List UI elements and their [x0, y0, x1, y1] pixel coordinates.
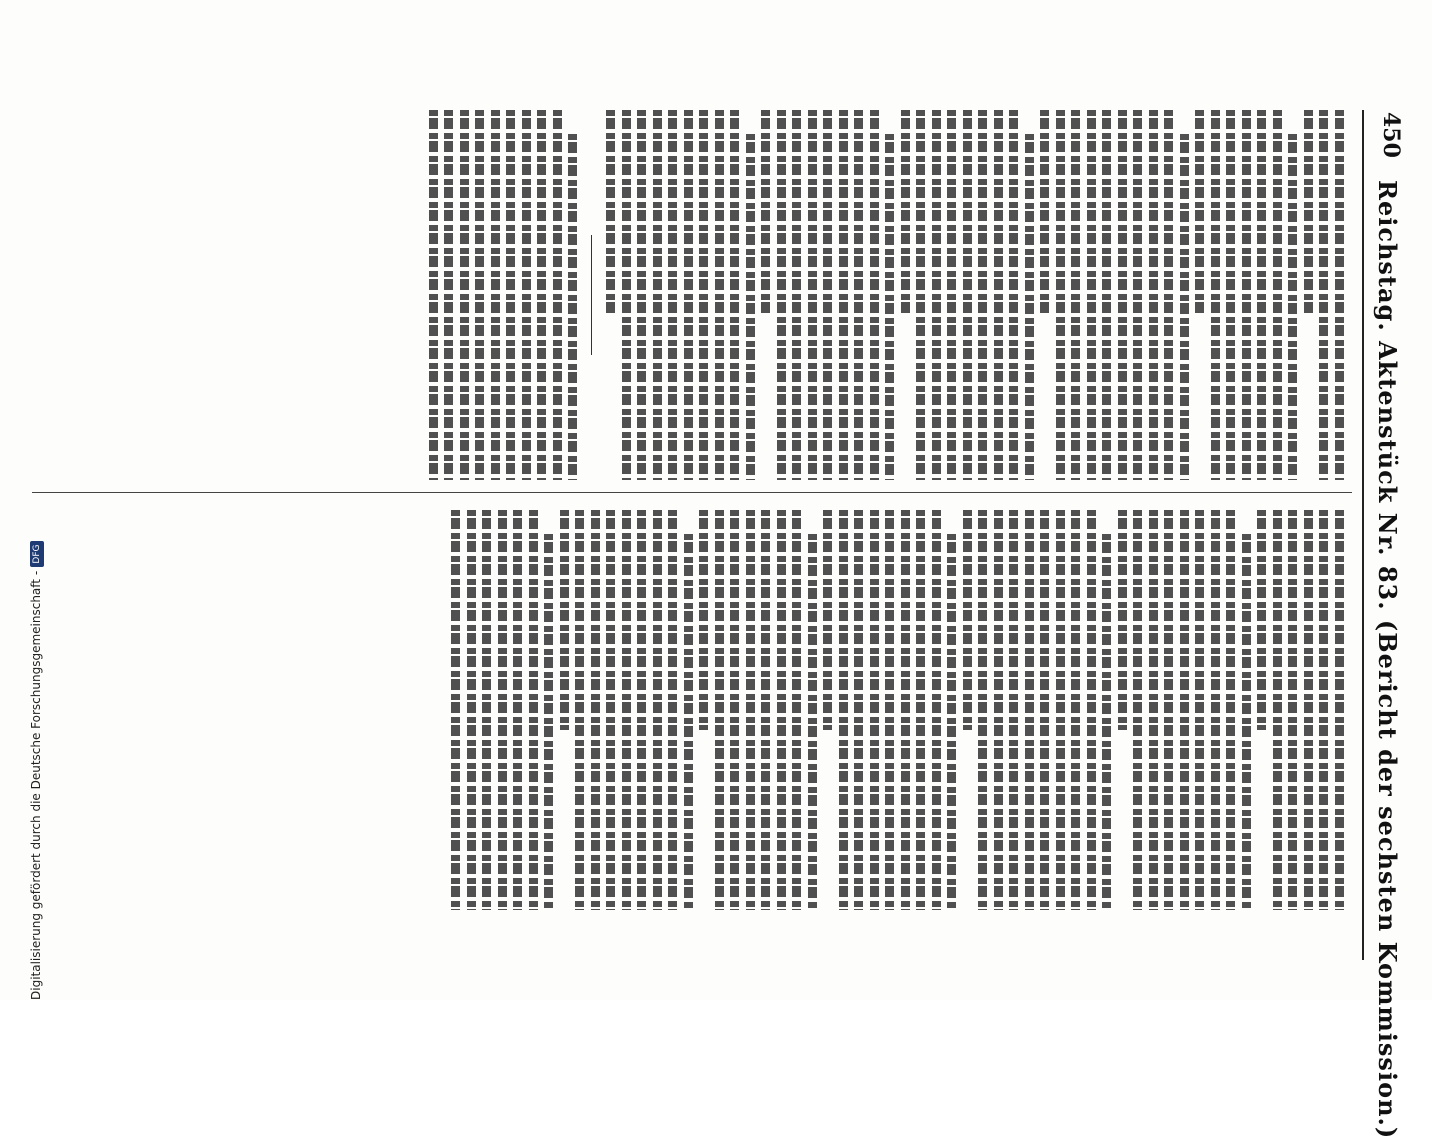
text-line [1258, 510, 1267, 730]
text-line [460, 110, 469, 480]
text-line [901, 110, 910, 314]
text-line [553, 110, 562, 480]
text-line [1227, 110, 1236, 480]
text-line [870, 510, 879, 910]
text-line [538, 110, 547, 480]
left-column-text [429, 110, 1344, 480]
running-head: Reichstag. Aktenstück Nr. 83. (Bericht der sechsten Kommission.) [1373, 180, 1402, 1139]
text-line [1273, 110, 1282, 480]
text-line [1025, 134, 1034, 480]
text-line [1335, 510, 1344, 910]
text-line [700, 510, 709, 730]
text-line [855, 110, 864, 480]
text-line [793, 510, 802, 910]
text-line [1149, 510, 1158, 910]
text-line [1056, 110, 1065, 480]
column-separator [32, 492, 1352, 493]
text-line [1320, 110, 1329, 480]
text-line [808, 534, 817, 910]
text-line [824, 510, 833, 730]
dfg-logo-icon: DFG [30, 541, 44, 567]
text-line [715, 110, 724, 480]
text-line [576, 510, 585, 910]
text-line [622, 110, 631, 480]
text-line [917, 110, 926, 480]
text-line [1165, 510, 1174, 910]
text-line [1304, 110, 1313, 314]
text-line [1134, 510, 1143, 910]
text-line [684, 110, 693, 480]
text-line [948, 110, 957, 480]
text-line [1103, 534, 1112, 910]
text-line [514, 510, 523, 910]
text-line [591, 510, 600, 910]
text-line [1041, 110, 1050, 314]
text-line [1118, 110, 1127, 480]
credit-text: Digitalisierung gefördert durch die Deutsche Forschungsgemeinschaft - [29, 570, 43, 1000]
text-line [808, 110, 817, 480]
text-line [1010, 510, 1019, 910]
text-line [793, 110, 802, 480]
text-line [669, 110, 678, 480]
text-line [1335, 110, 1344, 480]
text-line [777, 510, 786, 910]
text-line [1149, 110, 1158, 480]
right-column-text [452, 510, 1345, 910]
text-line [731, 110, 740, 480]
text-line [746, 134, 755, 480]
text-line [1242, 110, 1251, 480]
left-column [30, 110, 1350, 480]
text-line [979, 510, 988, 910]
digitization-credit [22, 0, 50, 1000]
text-line [1211, 510, 1220, 910]
text-line [498, 510, 507, 910]
text-line [1273, 510, 1282, 910]
right-column [30, 510, 1350, 910]
text-line [529, 510, 538, 910]
text-line [917, 510, 926, 910]
text-line [467, 510, 476, 910]
text-line [824, 110, 833, 480]
text-line [507, 110, 516, 480]
text-line [653, 510, 662, 910]
section-rule [592, 235, 593, 355]
text-line [1304, 510, 1313, 910]
text-line [1134, 110, 1143, 480]
text-line [1010, 110, 1019, 480]
text-line [569, 134, 578, 480]
text-line [1242, 534, 1251, 910]
text-line [886, 134, 895, 480]
text-line [1041, 510, 1050, 910]
text-line [994, 110, 1003, 480]
text-line [762, 110, 771, 314]
text-line [669, 510, 678, 910]
text-line [886, 510, 895, 910]
text-line [932, 110, 941, 480]
text-line [932, 510, 941, 910]
text-line [839, 110, 848, 480]
text-line [746, 510, 755, 910]
text-line [638, 110, 647, 480]
text-line [429, 110, 438, 480]
text-line [491, 110, 500, 480]
text-line [560, 510, 569, 730]
text-line [700, 110, 709, 480]
text-line [1289, 134, 1298, 480]
text-line [545, 534, 554, 910]
text-line [607, 510, 616, 910]
text-line [1196, 110, 1205, 314]
text-line [762, 510, 771, 910]
page-number: 450 [1378, 112, 1404, 158]
text-line [1320, 510, 1329, 910]
text-line [622, 510, 631, 910]
text-line [963, 110, 972, 480]
text-line [1025, 510, 1034, 910]
text-line [777, 110, 786, 480]
text-line [1180, 510, 1189, 910]
text-line [1087, 110, 1096, 480]
text-line [1258, 110, 1267, 480]
text-line [445, 110, 454, 480]
text-line [1103, 110, 1112, 480]
text-line [1289, 510, 1298, 910]
text-line [901, 510, 910, 910]
text-line [452, 510, 461, 910]
text-line [731, 510, 740, 910]
text-line [979, 110, 988, 480]
text-line [1180, 134, 1189, 480]
text-line [870, 110, 879, 480]
text-line [948, 534, 957, 910]
text-line [607, 110, 616, 314]
text-line [1056, 510, 1065, 910]
text-line [1211, 110, 1220, 480]
text-line [476, 110, 485, 480]
header-rule [1362, 110, 1364, 960]
text-line [522, 110, 531, 480]
text-line [638, 510, 647, 910]
text-line [1087, 510, 1096, 910]
text-line [1072, 510, 1081, 910]
text-line [855, 510, 864, 910]
text-line [1118, 510, 1127, 730]
text-line [1196, 510, 1205, 910]
text-line [684, 534, 693, 910]
text-line [994, 510, 1003, 910]
text-line [715, 510, 724, 910]
text-line [963, 510, 972, 730]
text-line [1165, 110, 1174, 480]
text-line [653, 110, 662, 480]
text-line [1227, 510, 1236, 910]
text-line [839, 510, 848, 910]
text-line [483, 510, 492, 910]
text-line [1072, 110, 1081, 480]
